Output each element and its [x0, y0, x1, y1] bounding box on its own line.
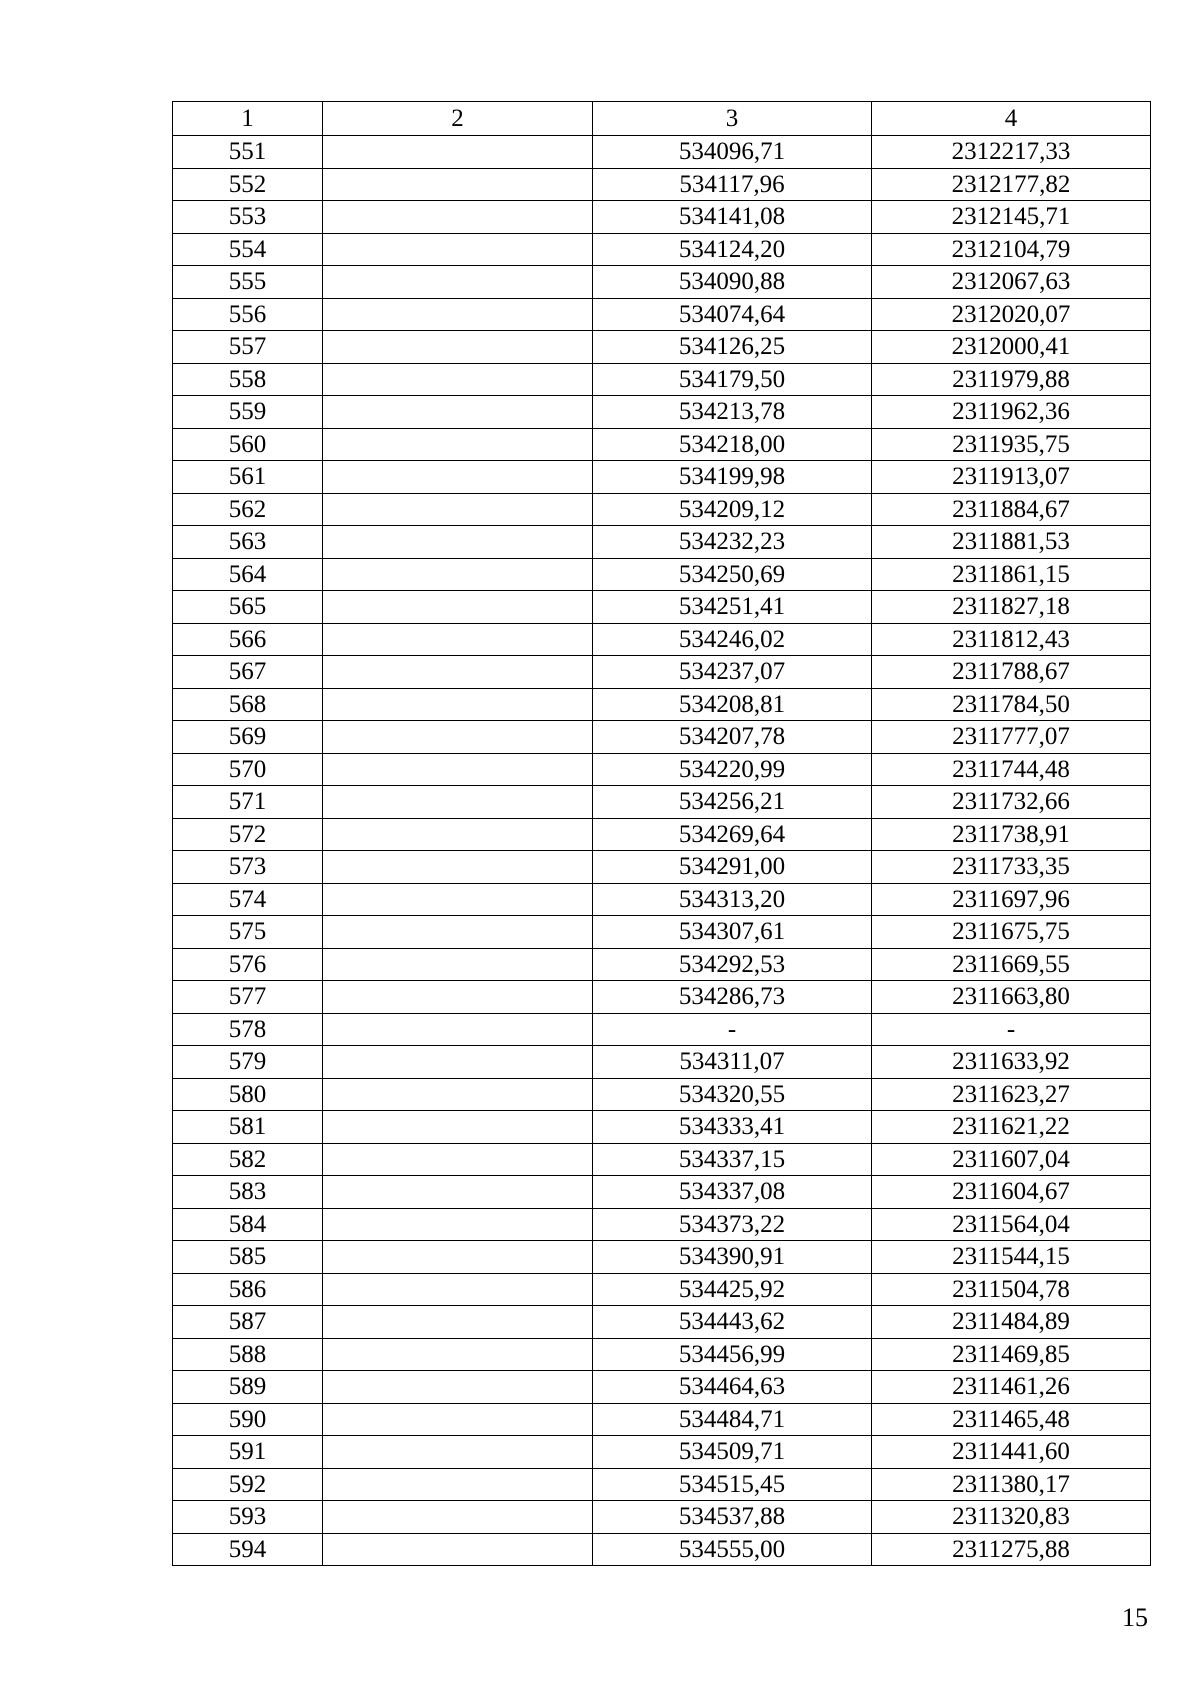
y-coordinate-cell: 2311544,15 [872, 1241, 1151, 1274]
point-number-cell: 551 [173, 136, 323, 169]
description-cell [323, 851, 593, 884]
point-number-cell: 579 [173, 1046, 323, 1079]
y-coordinate-cell: 2311607,04 [872, 1143, 1151, 1176]
x-coordinate-cell: 534269,64 [593, 818, 872, 851]
y-coordinate-cell: 2311465,48 [872, 1403, 1151, 1436]
y-coordinate-cell: 2311623,27 [872, 1078, 1151, 1111]
y-coordinate-cell: 2311484,89 [872, 1306, 1151, 1339]
point-number-cell: 562 [173, 493, 323, 526]
x-coordinate-cell: 534425,92 [593, 1273, 872, 1306]
table-row [173, 461, 1151, 494]
table-row [173, 266, 1151, 299]
table-row [173, 363, 1151, 396]
point-number-cell: 563 [173, 526, 323, 559]
table-header-row [173, 102, 1151, 136]
x-coordinate-cell: 534220,99 [593, 753, 872, 786]
point-number-cell: 583 [173, 1176, 323, 1209]
y-coordinate-cell: 2311861,15 [872, 558, 1151, 591]
table-row [173, 721, 1151, 754]
y-coordinate-cell: 2311913,07 [872, 461, 1151, 494]
y-coordinate-cell: - [872, 1013, 1151, 1046]
x-coordinate-cell: 534337,08 [593, 1176, 872, 1209]
description-cell [323, 1273, 593, 1306]
point-number-cell: 566 [173, 623, 323, 656]
description-cell [323, 1176, 593, 1209]
description-cell [323, 883, 593, 916]
page-number: 15 [1122, 1603, 1148, 1632]
x-coordinate-cell: 534509,71 [593, 1436, 872, 1469]
coordinates-table [172, 101, 1151, 1566]
point-number-cell: 572 [173, 818, 323, 851]
table-row [173, 818, 1151, 851]
table-row [173, 1241, 1151, 1274]
table-row [173, 298, 1151, 331]
point-number-cell: 554 [173, 233, 323, 266]
point-number-cell: 578 [173, 1013, 323, 1046]
point-number-cell: 567 [173, 656, 323, 689]
table-row [173, 1013, 1151, 1046]
table-row [173, 1306, 1151, 1339]
y-coordinate-cell: 2311669,55 [872, 948, 1151, 981]
y-coordinate-cell: 2311564,04 [872, 1208, 1151, 1241]
description-cell [323, 688, 593, 721]
description-cell [323, 168, 593, 201]
description-cell [323, 948, 593, 981]
point-number-cell: 582 [173, 1143, 323, 1176]
description-cell [323, 1306, 593, 1339]
description-cell [323, 1241, 593, 1274]
description-cell [323, 266, 593, 299]
point-number-cell: 574 [173, 883, 323, 916]
x-coordinate-cell: 534320,55 [593, 1078, 872, 1111]
x-coordinate-cell: 534074,64 [593, 298, 872, 331]
table-row [173, 1371, 1151, 1404]
description-cell [323, 428, 593, 461]
y-coordinate-cell: 2311935,75 [872, 428, 1151, 461]
description-cell [323, 1533, 593, 1566]
y-coordinate-cell: 2311733,35 [872, 851, 1151, 884]
column-header-4: 4 [872, 102, 1151, 136]
point-number-cell: 585 [173, 1241, 323, 1274]
description-cell [323, 1046, 593, 1079]
description-cell [323, 623, 593, 656]
x-coordinate-cell: 534286,73 [593, 981, 872, 1014]
description-cell [323, 558, 593, 591]
description-cell [323, 331, 593, 364]
x-coordinate-cell: 534311,07 [593, 1046, 872, 1079]
description-cell [323, 1078, 593, 1111]
point-number-cell: 576 [173, 948, 323, 981]
description-cell [323, 526, 593, 559]
x-coordinate-cell: 534124,20 [593, 233, 872, 266]
x-coordinate-cell: 534256,21 [593, 786, 872, 819]
table-row [173, 1501, 1151, 1534]
x-coordinate-cell: 534484,71 [593, 1403, 872, 1436]
description-cell [323, 818, 593, 851]
y-coordinate-cell: 2311962,36 [872, 396, 1151, 429]
table-row [173, 1468, 1151, 1501]
description-cell [323, 1436, 593, 1469]
column-header-1: 1 [173, 102, 323, 136]
table-row [173, 1338, 1151, 1371]
table-row [173, 1176, 1151, 1209]
description-cell [323, 916, 593, 949]
y-coordinate-cell: 2311663,80 [872, 981, 1151, 1014]
x-coordinate-cell: 534126,25 [593, 331, 872, 364]
point-number-cell: 565 [173, 591, 323, 624]
y-coordinate-cell: 2311461,26 [872, 1371, 1151, 1404]
point-number-cell: 570 [173, 753, 323, 786]
y-coordinate-cell: 2311744,48 [872, 753, 1151, 786]
y-coordinate-cell: 2311380,17 [872, 1468, 1151, 1501]
table-row [173, 201, 1151, 234]
y-coordinate-cell: 2311441,60 [872, 1436, 1151, 1469]
point-number-cell: 571 [173, 786, 323, 819]
point-number-cell: 564 [173, 558, 323, 591]
table-row [173, 753, 1151, 786]
table-row [173, 688, 1151, 721]
point-number-cell: 560 [173, 428, 323, 461]
x-coordinate-cell: 534090,88 [593, 266, 872, 299]
x-coordinate-cell: 534218,00 [593, 428, 872, 461]
y-coordinate-cell: 2311784,50 [872, 688, 1151, 721]
x-coordinate-cell: 534207,78 [593, 721, 872, 754]
y-coordinate-cell: 2311633,92 [872, 1046, 1151, 1079]
y-coordinate-cell: 2311738,91 [872, 818, 1151, 851]
column-header-2: 2 [323, 102, 593, 136]
description-cell [323, 786, 593, 819]
table-row [173, 883, 1151, 916]
table-row [173, 656, 1151, 689]
x-coordinate-cell: 534251,41 [593, 591, 872, 624]
point-number-cell: 569 [173, 721, 323, 754]
point-number-cell: 552 [173, 168, 323, 201]
description-cell [323, 591, 593, 624]
x-coordinate-cell: 534373,22 [593, 1208, 872, 1241]
description-cell [323, 721, 593, 754]
y-coordinate-cell: 2311504,78 [872, 1273, 1151, 1306]
y-coordinate-cell: 2312217,33 [872, 136, 1151, 169]
point-number-cell: 573 [173, 851, 323, 884]
description-cell [323, 753, 593, 786]
description-cell [323, 396, 593, 429]
description-cell [323, 233, 593, 266]
table-row [173, 168, 1151, 201]
point-number-cell: 553 [173, 201, 323, 234]
point-number-cell: 594 [173, 1533, 323, 1566]
x-coordinate-cell: 534443,62 [593, 1306, 872, 1339]
table-row [173, 233, 1151, 266]
y-coordinate-cell: 2311979,88 [872, 363, 1151, 396]
y-coordinate-cell: 2312177,82 [872, 168, 1151, 201]
y-coordinate-cell: 2311827,18 [872, 591, 1151, 624]
description-cell [323, 298, 593, 331]
table-row [173, 948, 1151, 981]
point-number-cell: 557 [173, 331, 323, 364]
description-cell [323, 656, 593, 689]
x-coordinate-cell: 534537,88 [593, 1501, 872, 1534]
x-coordinate-cell: 534208,81 [593, 688, 872, 721]
point-number-cell: 568 [173, 688, 323, 721]
table-row [173, 916, 1151, 949]
point-number-cell: 577 [173, 981, 323, 1014]
table-row [173, 623, 1151, 656]
description-cell [323, 1501, 593, 1534]
y-coordinate-cell: 2311884,67 [872, 493, 1151, 526]
y-coordinate-cell: 2311621,22 [872, 1111, 1151, 1144]
table-row [173, 851, 1151, 884]
x-coordinate-cell: 534096,71 [593, 136, 872, 169]
column-header-3: 3 [593, 102, 872, 136]
x-coordinate-cell: 534237,07 [593, 656, 872, 689]
x-coordinate-cell: 534292,53 [593, 948, 872, 981]
description-cell [323, 1013, 593, 1046]
table-row [173, 526, 1151, 559]
table-row [173, 786, 1151, 819]
table-row [173, 1533, 1151, 1566]
x-coordinate-cell: 534232,23 [593, 526, 872, 559]
table-row [173, 1078, 1151, 1111]
table-body [173, 136, 1151, 1566]
y-coordinate-cell: 2312145,71 [872, 201, 1151, 234]
x-coordinate-cell: 534250,69 [593, 558, 872, 591]
x-coordinate-cell: 534209,12 [593, 493, 872, 526]
table-row [173, 428, 1151, 461]
table-row [173, 1111, 1151, 1144]
description-cell [323, 136, 593, 169]
description-cell [323, 1111, 593, 1144]
table-row [173, 1436, 1151, 1469]
point-number-cell: 581 [173, 1111, 323, 1144]
y-coordinate-cell: 2311697,96 [872, 883, 1151, 916]
point-number-cell: 580 [173, 1078, 323, 1111]
x-coordinate-cell: 534456,99 [593, 1338, 872, 1371]
y-coordinate-cell: 2312020,07 [872, 298, 1151, 331]
description-cell [323, 461, 593, 494]
y-coordinate-cell: 2311777,07 [872, 721, 1151, 754]
table-row [173, 396, 1151, 429]
description-cell [323, 1208, 593, 1241]
point-number-cell: 556 [173, 298, 323, 331]
table-row [173, 331, 1151, 364]
table-row [173, 1403, 1151, 1436]
point-number-cell: 584 [173, 1208, 323, 1241]
x-coordinate-cell: 534390,91 [593, 1241, 872, 1274]
x-coordinate-cell: 534307,61 [593, 916, 872, 949]
x-coordinate-cell: 534333,41 [593, 1111, 872, 1144]
x-coordinate-cell: 534291,00 [593, 851, 872, 884]
x-coordinate-cell: 534515,45 [593, 1468, 872, 1501]
x-coordinate-cell: 534313,20 [593, 883, 872, 916]
y-coordinate-cell: 2311275,88 [872, 1533, 1151, 1566]
point-number-cell: 588 [173, 1338, 323, 1371]
x-coordinate-cell: 534213,78 [593, 396, 872, 429]
x-coordinate-cell: 534141,08 [593, 201, 872, 234]
description-cell [323, 201, 593, 234]
y-coordinate-cell: 2311469,85 [872, 1338, 1151, 1371]
description-cell [323, 1143, 593, 1176]
y-coordinate-cell: 2311732,66 [872, 786, 1151, 819]
table-row [173, 1046, 1151, 1079]
table-row [173, 591, 1151, 624]
table-row [173, 1143, 1151, 1176]
x-coordinate-cell: 534337,15 [593, 1143, 872, 1176]
y-coordinate-cell: 2312067,63 [872, 266, 1151, 299]
x-coordinate-cell: 534246,02 [593, 623, 872, 656]
y-coordinate-cell: 2311320,83 [872, 1501, 1151, 1534]
table-row [173, 981, 1151, 1014]
point-number-cell: 586 [173, 1273, 323, 1306]
y-coordinate-cell: 2311812,43 [872, 623, 1151, 656]
x-coordinate-cell: 534199,98 [593, 461, 872, 494]
description-cell [323, 1403, 593, 1436]
point-number-cell: 593 [173, 1501, 323, 1534]
x-coordinate-cell: - [593, 1013, 872, 1046]
table-row [173, 1208, 1151, 1241]
description-cell [323, 1371, 593, 1404]
table-row [173, 136, 1151, 169]
point-number-cell: 559 [173, 396, 323, 429]
y-coordinate-cell: 2311881,53 [872, 526, 1151, 559]
y-coordinate-cell: 2312000,41 [872, 331, 1151, 364]
point-number-cell: 575 [173, 916, 323, 949]
description-cell [323, 1468, 593, 1501]
point-number-cell: 561 [173, 461, 323, 494]
point-number-cell: 587 [173, 1306, 323, 1339]
description-cell [323, 1338, 593, 1371]
point-number-cell: 558 [173, 363, 323, 396]
x-coordinate-cell: 534464,63 [593, 1371, 872, 1404]
point-number-cell: 589 [173, 1371, 323, 1404]
y-coordinate-cell: 2311604,67 [872, 1176, 1151, 1209]
point-number-cell: 591 [173, 1436, 323, 1469]
x-coordinate-cell: 534179,50 [593, 363, 872, 396]
description-cell [323, 981, 593, 1014]
x-coordinate-cell: 534555,00 [593, 1533, 872, 1566]
table-row [173, 1273, 1151, 1306]
table-row [173, 493, 1151, 526]
description-cell [323, 363, 593, 396]
point-number-cell: 555 [173, 266, 323, 299]
y-coordinate-cell: 2312104,79 [872, 233, 1151, 266]
x-coordinate-cell: 534117,96 [593, 168, 872, 201]
y-coordinate-cell: 2311788,67 [872, 656, 1151, 689]
point-number-cell: 590 [173, 1403, 323, 1436]
table-row [173, 558, 1151, 591]
point-number-cell: 592 [173, 1468, 323, 1501]
y-coordinate-cell: 2311675,75 [872, 916, 1151, 949]
description-cell [323, 493, 593, 526]
